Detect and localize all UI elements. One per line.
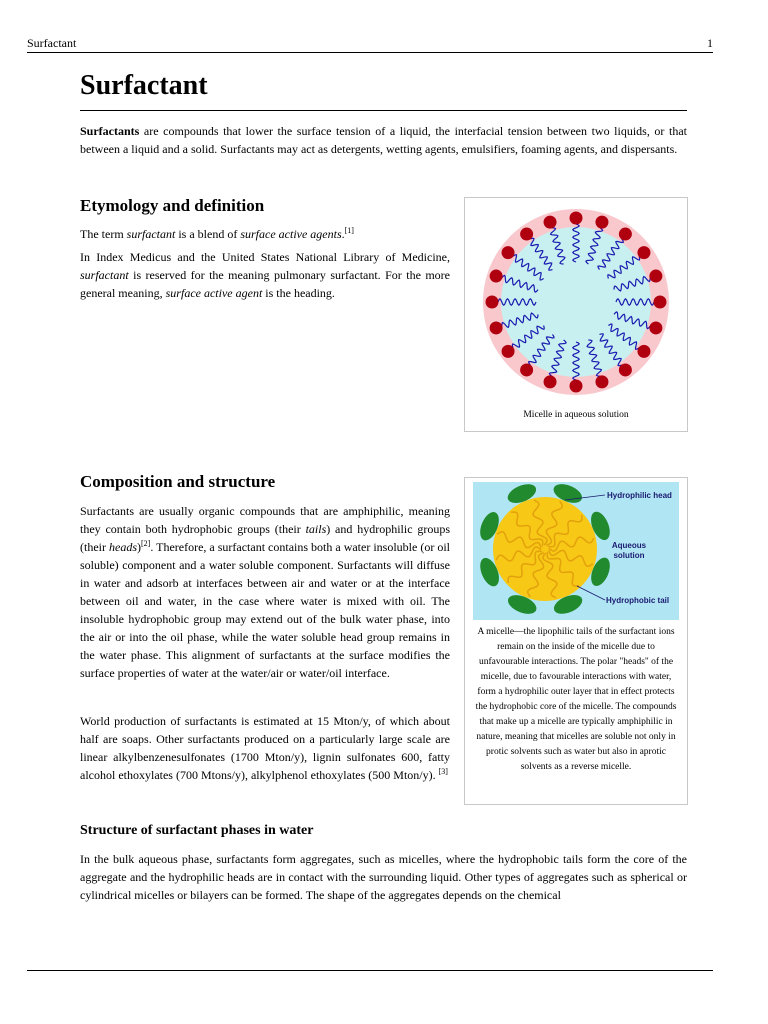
intro-paragraph: Surfactants are compounds that lower the surface tension of a liquid, the interfacial tension between two liquids, or that between a liquid and a solid. Surfactants may act as detergents, wetting agents, emulsifiers, foaming agents, and dispersants. xyxy=(80,124,687,156)
hydrophilic-head xyxy=(502,246,515,259)
page-title: Surfactant xyxy=(80,70,208,101)
figure-micelle-aqueous xyxy=(464,197,688,432)
hydrophilic-head xyxy=(654,296,667,309)
hydrophilic-head xyxy=(595,375,608,388)
hydrophilic-head xyxy=(490,321,503,334)
citation-link[interactable]: [1] xyxy=(344,226,354,235)
hydrophilic-head xyxy=(520,228,533,241)
hydrophilic-head xyxy=(520,363,533,376)
hydrophilic-head xyxy=(502,345,515,358)
etymology-paragraph-2: In Index Medicus and the United States National Library of Medicine, surfactant is reserved for the meaning pulmonary surfactant. For the more general meaning, surface active agent is the heading. xyxy=(80,250,450,300)
composition-paragraph-1: Surfactants are usually organic compounds that are amphiphilic, meaning they contain both hydrophobic groups (their tails) and hydrophilic groups (their heads)[2]. Therefore, a surfactant contains both a water insoluble (or oil soluble) component and a water soluble component. Surfactants will diffuse in water and adsorb at interfaces between air and water or at the interface between oil and water, in the case where water is mixed with oil. The insoluble hydrophobic group may extend out of the bulk water phase, into the air or into the oil phase, while the water soluble head group remains in the water phase. This alignment of surfactants at the surface modifies the surface properties of water at the water/air or water/oil interface. xyxy=(80,504,451,680)
composition-paragraph-2: World production of surfactants is estimated at 15 Mton/y, of which about half are soaps. Other surfactants produced on a particularly large scale are linear alkylbenzenesulfonates (1700 Mton/y), lignin sulfonates 600, fatty alcohol ethoxylates (700 Mtons/y), alkylphenol ethoxylates (500 Mton/y). [3] xyxy=(80,714,450,782)
hydrophilic-head xyxy=(544,375,557,388)
title-rule xyxy=(80,110,687,111)
phases-paragraph: In the bulk aqueous phase, surfactants form aggregates, such as micelles, where the hydrophobic tails form the core of the aggregate and the hydrophilic heads are in contact with the surrounding liquid. Other types of aggregates such as spherical or cylindrical micelles or bilayers can be formed. The shape of the aggregates depends on the chemical xyxy=(80,852,687,902)
hydrophilic-head xyxy=(490,270,503,283)
hydrophilic-head xyxy=(486,296,499,309)
hydrophilic-head xyxy=(544,216,557,229)
micelle-diagram xyxy=(465,198,687,398)
hydrophilic-head xyxy=(619,363,632,376)
hydrophilic-head xyxy=(649,321,662,334)
figure-caption: A micelle—the lipophilic tails of the surfactant ions remain on the inside of the micelle due to unfavourable interactions. The polar "heads" of the micelle, due to favourable interactions with water, form a hydrophilic outer layer that in effect protects the hydrophobic core of the micelle. The compounds that make up a micelle are typically amphiphilic in nature, meaning that micelles are soluble not only in protic solvents such as water but also in aprotic solvents as a reverse micelle. xyxy=(475,627,677,772)
hydrophilic-head xyxy=(570,212,583,225)
etymology-paragraph-1: The term surfactant is a blend of surface active agents.[1] xyxy=(80,226,354,241)
hydrophilic-head xyxy=(637,345,650,358)
page-number: 1 xyxy=(707,36,713,50)
label-hydrophilic-head: Hydrophilic head xyxy=(607,491,672,500)
micelle-core xyxy=(493,497,597,601)
micelle-structure-diagram xyxy=(465,478,687,620)
section-heading-composition: Composition and structure xyxy=(80,472,276,491)
label-aqueous: Aqueous xyxy=(611,541,647,550)
figure-micelle-structure xyxy=(464,477,688,805)
footer-rule xyxy=(27,970,713,971)
intro-term: Surfactants xyxy=(80,124,140,138)
section-heading-etymology: Etymology and definition xyxy=(80,196,265,215)
hydrophilic-head xyxy=(619,228,632,241)
header-rule xyxy=(27,52,713,53)
micelle-core xyxy=(501,227,651,377)
figure-caption: Micelle in aqueous solution xyxy=(523,410,629,420)
hydrophilic-head xyxy=(595,216,608,229)
subsection-heading-phases: Structure of surfactant phases in water xyxy=(80,823,314,838)
hydrophilic-head xyxy=(570,380,583,393)
running-title: Surfactant xyxy=(27,36,77,50)
citation-link[interactable]: [3] xyxy=(438,767,448,776)
label-solution: solution xyxy=(613,551,645,560)
label-hydrophobic-tail: Hydrophobic tail xyxy=(606,596,670,605)
hydrophilic-head xyxy=(637,246,650,259)
citation-link[interactable]: [2] xyxy=(141,539,151,548)
hydrophilic-head xyxy=(649,270,662,283)
